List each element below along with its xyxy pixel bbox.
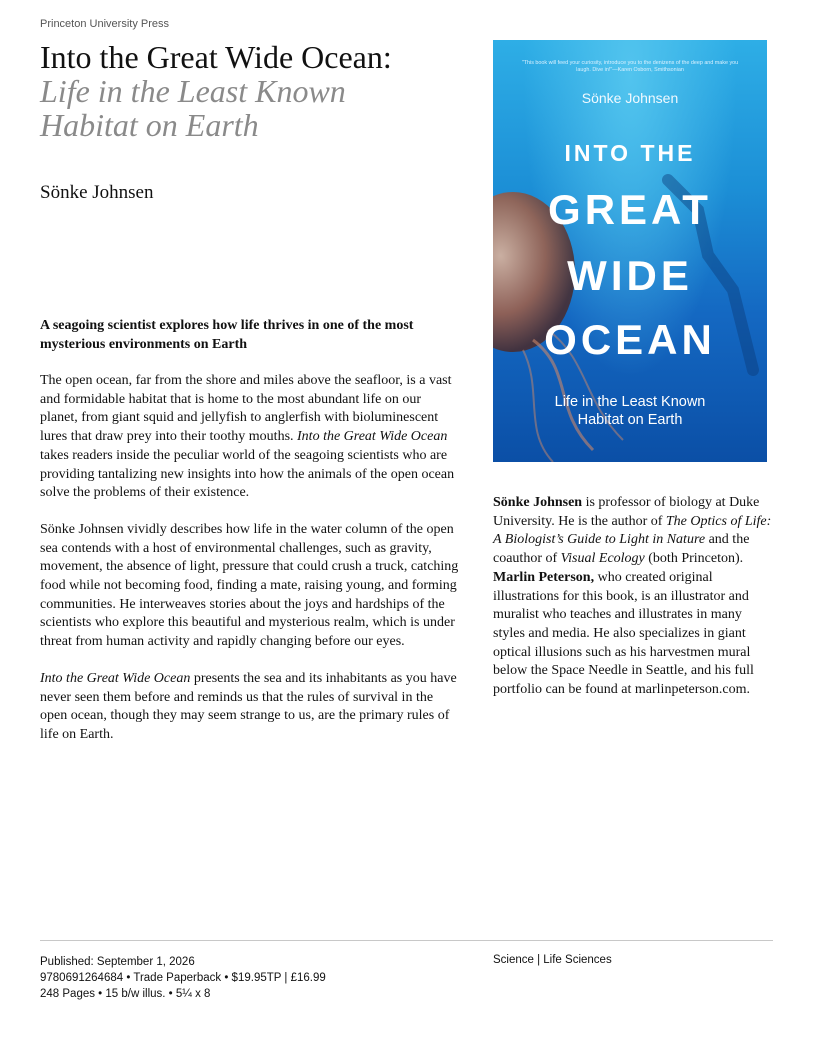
publication-date: Published: September 1, 2026 [40, 956, 195, 968]
author-bio: Sönke Johnsen is professor of biology at Duke University. He is the author of The Optics of Life: A Biologist’s Guide to Light in Nature and the coauthor of Visual Ecology (both Princeton). Marlin Peterson, who created original illustrations for this book, is an illustrator and muralist who teaches and illustrates in many styles and media. He also specializes in giant optical illusions such as his harvestmen mural below the Space Needle in Seattle, and his full portfolio can be found at marlinpeterson.com. [493, 495, 772, 698]
book-cover-image [493, 40, 767, 462]
title-subtitle-line1: Life in the Least Known [40, 73, 346, 109]
lead-summary: A seagoing scientist explores how life thrives in one of the most mysterious environments on Earth [40, 318, 414, 352]
cover-subtitle-line2: Habitat on Earth [577, 412, 683, 428]
author-name: Sönke Johnsen [40, 182, 154, 203]
book-title-reference: Into the Great Wide Ocean [297, 429, 448, 445]
cover-title-line4: OCEAN [544, 316, 716, 363]
page-count-dimensions: 248 Pages • 15 b/w illus. • 5¼ x 8 [40, 988, 211, 1000]
cover-title-line2: GREAT [548, 186, 712, 233]
footer-details [40, 954, 326, 1002]
cover-title-line3: WIDE [567, 252, 693, 299]
cover-author: Sönke Johnsen [581, 90, 679, 106]
title-subtitle-line2: Habitat on Earth [40, 107, 259, 143]
title-main: Into the Great Wide Ocean: [40, 39, 392, 75]
description [40, 372, 462, 763]
bio-author-name: Sönke Johnsen [493, 495, 583, 510]
bio-book-title: The Optics of Life: A Biologist’s Guide to Light in Nature [493, 513, 772, 548]
cover-title-line1: INTO THE [564, 140, 696, 166]
bio-book-title: Visual Ecology [560, 551, 645, 567]
description-paragraph-2: Sönke Johnsen vividly describes how life in the water column of the open sea contends with a host of environmental challenges, such as gravity, movement, the absence of light, pressure that could crush a truck, catching food while not becoming food, finding a mate, raising young, and forming communities. He interweaves stories about the joys and hardships of the scientists who explore this beautiful and mysterious realm, which is under threat from human activity and rapidly changing before our eyes. [40, 521, 459, 650]
book-title-reference: Into the Great Wide Ocean [40, 670, 191, 686]
publisher-name: Princeton University Press [40, 18, 169, 30]
cover-quote: "This book will feed your curiosity, introduce you to the denizens of the deep and make you laugh. Dive in!"—Karen Osborn, Smithsonian [521, 60, 739, 73]
description-paragraph-3: Into the Great Wide Ocean presents the sea and its inhabitants as you have never seen them before and reminds us that the rules of survival in the open ocean, though they may seem strange to us, are the primary rules of life on Earth. [40, 670, 457, 742]
subject-category: Science | Life Sciences [493, 954, 612, 966]
cover-subtitle-line1: Life in the Least Known [554, 394, 706, 410]
footer-divider [40, 940, 773, 941]
description-paragraph-1: The open ocean, far from the shore and miles above the seafloor, is a vast and formidable habitat that is home to the most abundant life on our planet, from giant squid and jellyfish to anglerfish with bioluminescent lures that draw prey into their toothy mouths. Into the Great Wide Ocean takes readers inside the peculiar world of the seagoing scientists who are providing tantalizing new insights into how the animals of the open ocean solve the problems of their existence. [40, 373, 455, 501]
isbn-format-price: 9780691264684 • Trade Paperback • $19.95TP | £16.99 [40, 972, 326, 984]
book-title [40, 40, 460, 142]
bio-illustrator-name: Marlin Peterson, [493, 569, 595, 585]
